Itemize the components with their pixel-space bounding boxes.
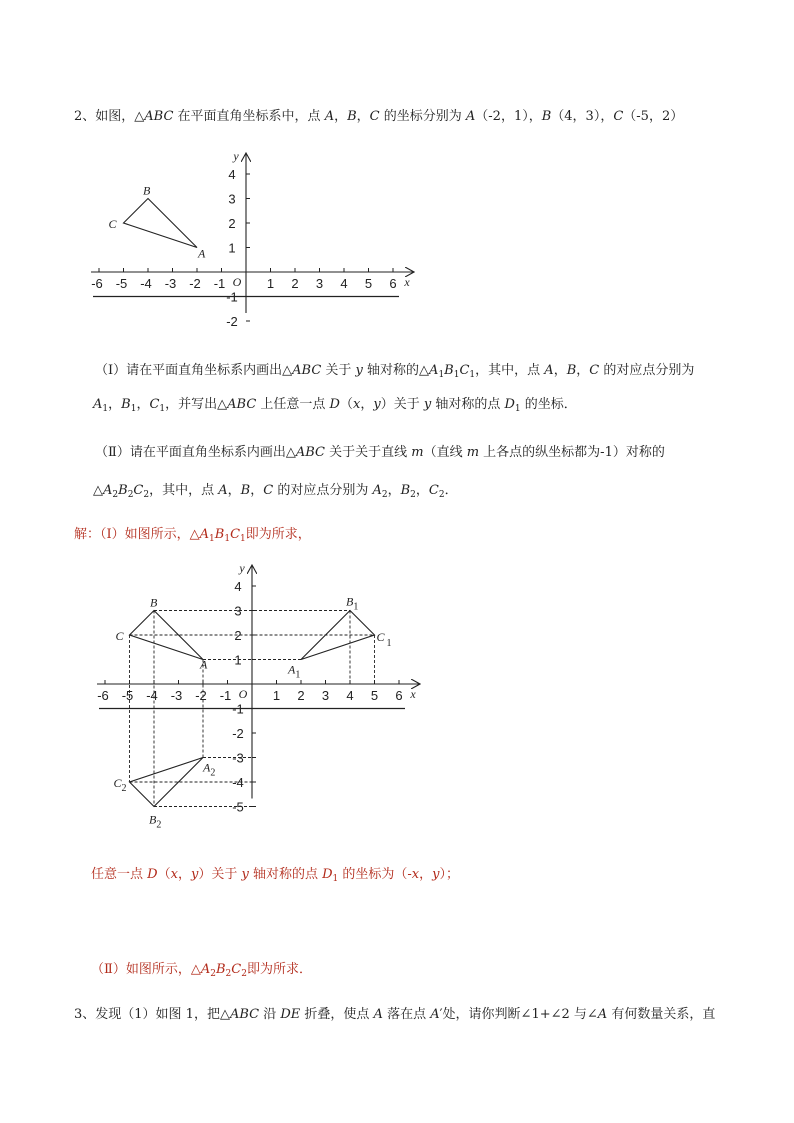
- y-axis-label: y: [239, 561, 245, 575]
- label-c1-sub: 1: [386, 638, 392, 649]
- label-b2: $B_2$: [149, 812, 162, 831]
- x-tick-label: -2: [195, 688, 207, 703]
- y-tick-label: -2: [232, 726, 244, 741]
- y-tick-label: 2: [228, 216, 236, 231]
- x-axis-label: x: [404, 275, 410, 289]
- label-b1: $B_1$: [346, 594, 359, 613]
- x-tick-label: 4: [346, 688, 354, 703]
- x-tick-label: -4: [146, 688, 158, 703]
- x-tick-label: -3: [170, 688, 183, 703]
- origin-label: O: [238, 687, 248, 701]
- label-c: C: [115, 629, 124, 643]
- x-tick-label: 2: [291, 276, 299, 291]
- x-tick-label: 6: [395, 688, 403, 703]
- y-tick-label: 2: [234, 628, 242, 643]
- q2-part2-line1: （Ⅱ）请在平面直角坐标系内画出△ABC 关于关于直线 m（直线 m 上各点的纵坐标都为-1）对称的: [95, 445, 665, 460]
- label-c2: $C_2$: [113, 776, 127, 794]
- x-tick-label: -6: [97, 688, 109, 703]
- y-tick-label: -5: [232, 799, 244, 815]
- x-tick-label: -5: [121, 688, 134, 703]
- x-tick-label: 1: [266, 276, 275, 291]
- q2-part1-line2: $A_1$，$B_1$，$C_1$，并写出△ABC 上任意一点 D（x，y）关于 y 轴对称的点 $D_1$ 的坐标．: [93, 397, 577, 414]
- x-tick-label: 1: [272, 688, 281, 703]
- label-b: B: [150, 595, 158, 610]
- x-tick-label: 2: [297, 688, 305, 703]
- y-tick-label: -2: [226, 314, 238, 329]
- label-c1: C: [376, 630, 385, 644]
- y-tick-label: 1: [234, 652, 242, 668]
- q2-part2-line2: $\triangle A_2B_2C_2$，其中，点 A，B，C 的对应点分别为 $A_2$，$B_2$，$C_2$．: [93, 483, 458, 500]
- x-tick-label: -2: [189, 276, 201, 291]
- x-tick-label: -3: [164, 276, 177, 291]
- figure-2: [97, 561, 419, 831]
- y-tick-label: 3: [228, 191, 236, 207]
- x-tick-label: 4: [340, 276, 348, 291]
- solution-part1: 解：（Ⅰ）如图所示，$\triangle A_1B_1C_1$即为所求，: [74, 527, 311, 544]
- y-tick-label: 1: [228, 240, 236, 256]
- x-tick-label: 6: [389, 276, 397, 291]
- y-tick-label: -1: [226, 289, 238, 305]
- x-tick-label: 5: [364, 276, 373, 291]
- x-tick-label: 5: [370, 688, 379, 703]
- label-c: C: [108, 217, 117, 231]
- x-tick-label: -5: [115, 276, 128, 291]
- y-tick-label: 4: [234, 579, 242, 594]
- origin-label: O: [232, 275, 242, 289]
- x-tick-label: -1: [213, 276, 226, 291]
- q3-stem: 3、发现（1）如图 1，把△ABC 沿 DE 折叠，使点 A 落在点 A′处，请你判断∠1+∠2 与∠A 有何数量关系，直: [74, 1007, 716, 1022]
- q2-stem: 2、如图，△ABC 在平面直角坐标系中，点 A，B，C 的坐标分别为 A（-2，1），B（4，3），C（-5，2）: [74, 109, 684, 124]
- x-axis-label: x: [410, 687, 416, 701]
- y-tick-label: 4: [228, 167, 236, 182]
- x-tick-label: -1: [219, 688, 232, 703]
- y-tick-label: 3: [234, 603, 242, 619]
- solution-part2: （Ⅱ）如图所示，$\triangle A_2B_2C_2$即为所求．: [91, 962, 312, 979]
- q2-part1-line1: （Ⅰ）请在平面直角坐标系内画出△ABC 关于 y 轴对称的$\triangle A_1B_1C_1$，其中，点 A，B，C 的对应点分别为: [95, 363, 695, 380]
- y-tick-label: -3: [232, 750, 244, 766]
- figure-1: [91, 149, 413, 329]
- solution-point-d: 任意一点 D（x，y）关于 y 轴对称的点 $D_1$ 的坐标为（-x，y）；: [91, 867, 460, 884]
- y-tick-label: -4: [232, 775, 244, 790]
- label-a: A: [200, 657, 208, 672]
- x-tick-label: 3: [315, 276, 324, 291]
- y-axis-label: y: [233, 149, 239, 163]
- label-a1: $A_1$: [288, 662, 301, 681]
- y-tick-label: -1: [232, 701, 244, 717]
- label-a2: $A_2$: [203, 760, 216, 779]
- triangle-abc: [124, 199, 198, 248]
- label-b: B: [143, 183, 151, 198]
- x-tick-label: -6: [91, 276, 103, 291]
- label-a: A: [198, 246, 206, 261]
- x-tick-label: 3: [321, 688, 330, 703]
- x-tick-label: -4: [140, 276, 152, 291]
